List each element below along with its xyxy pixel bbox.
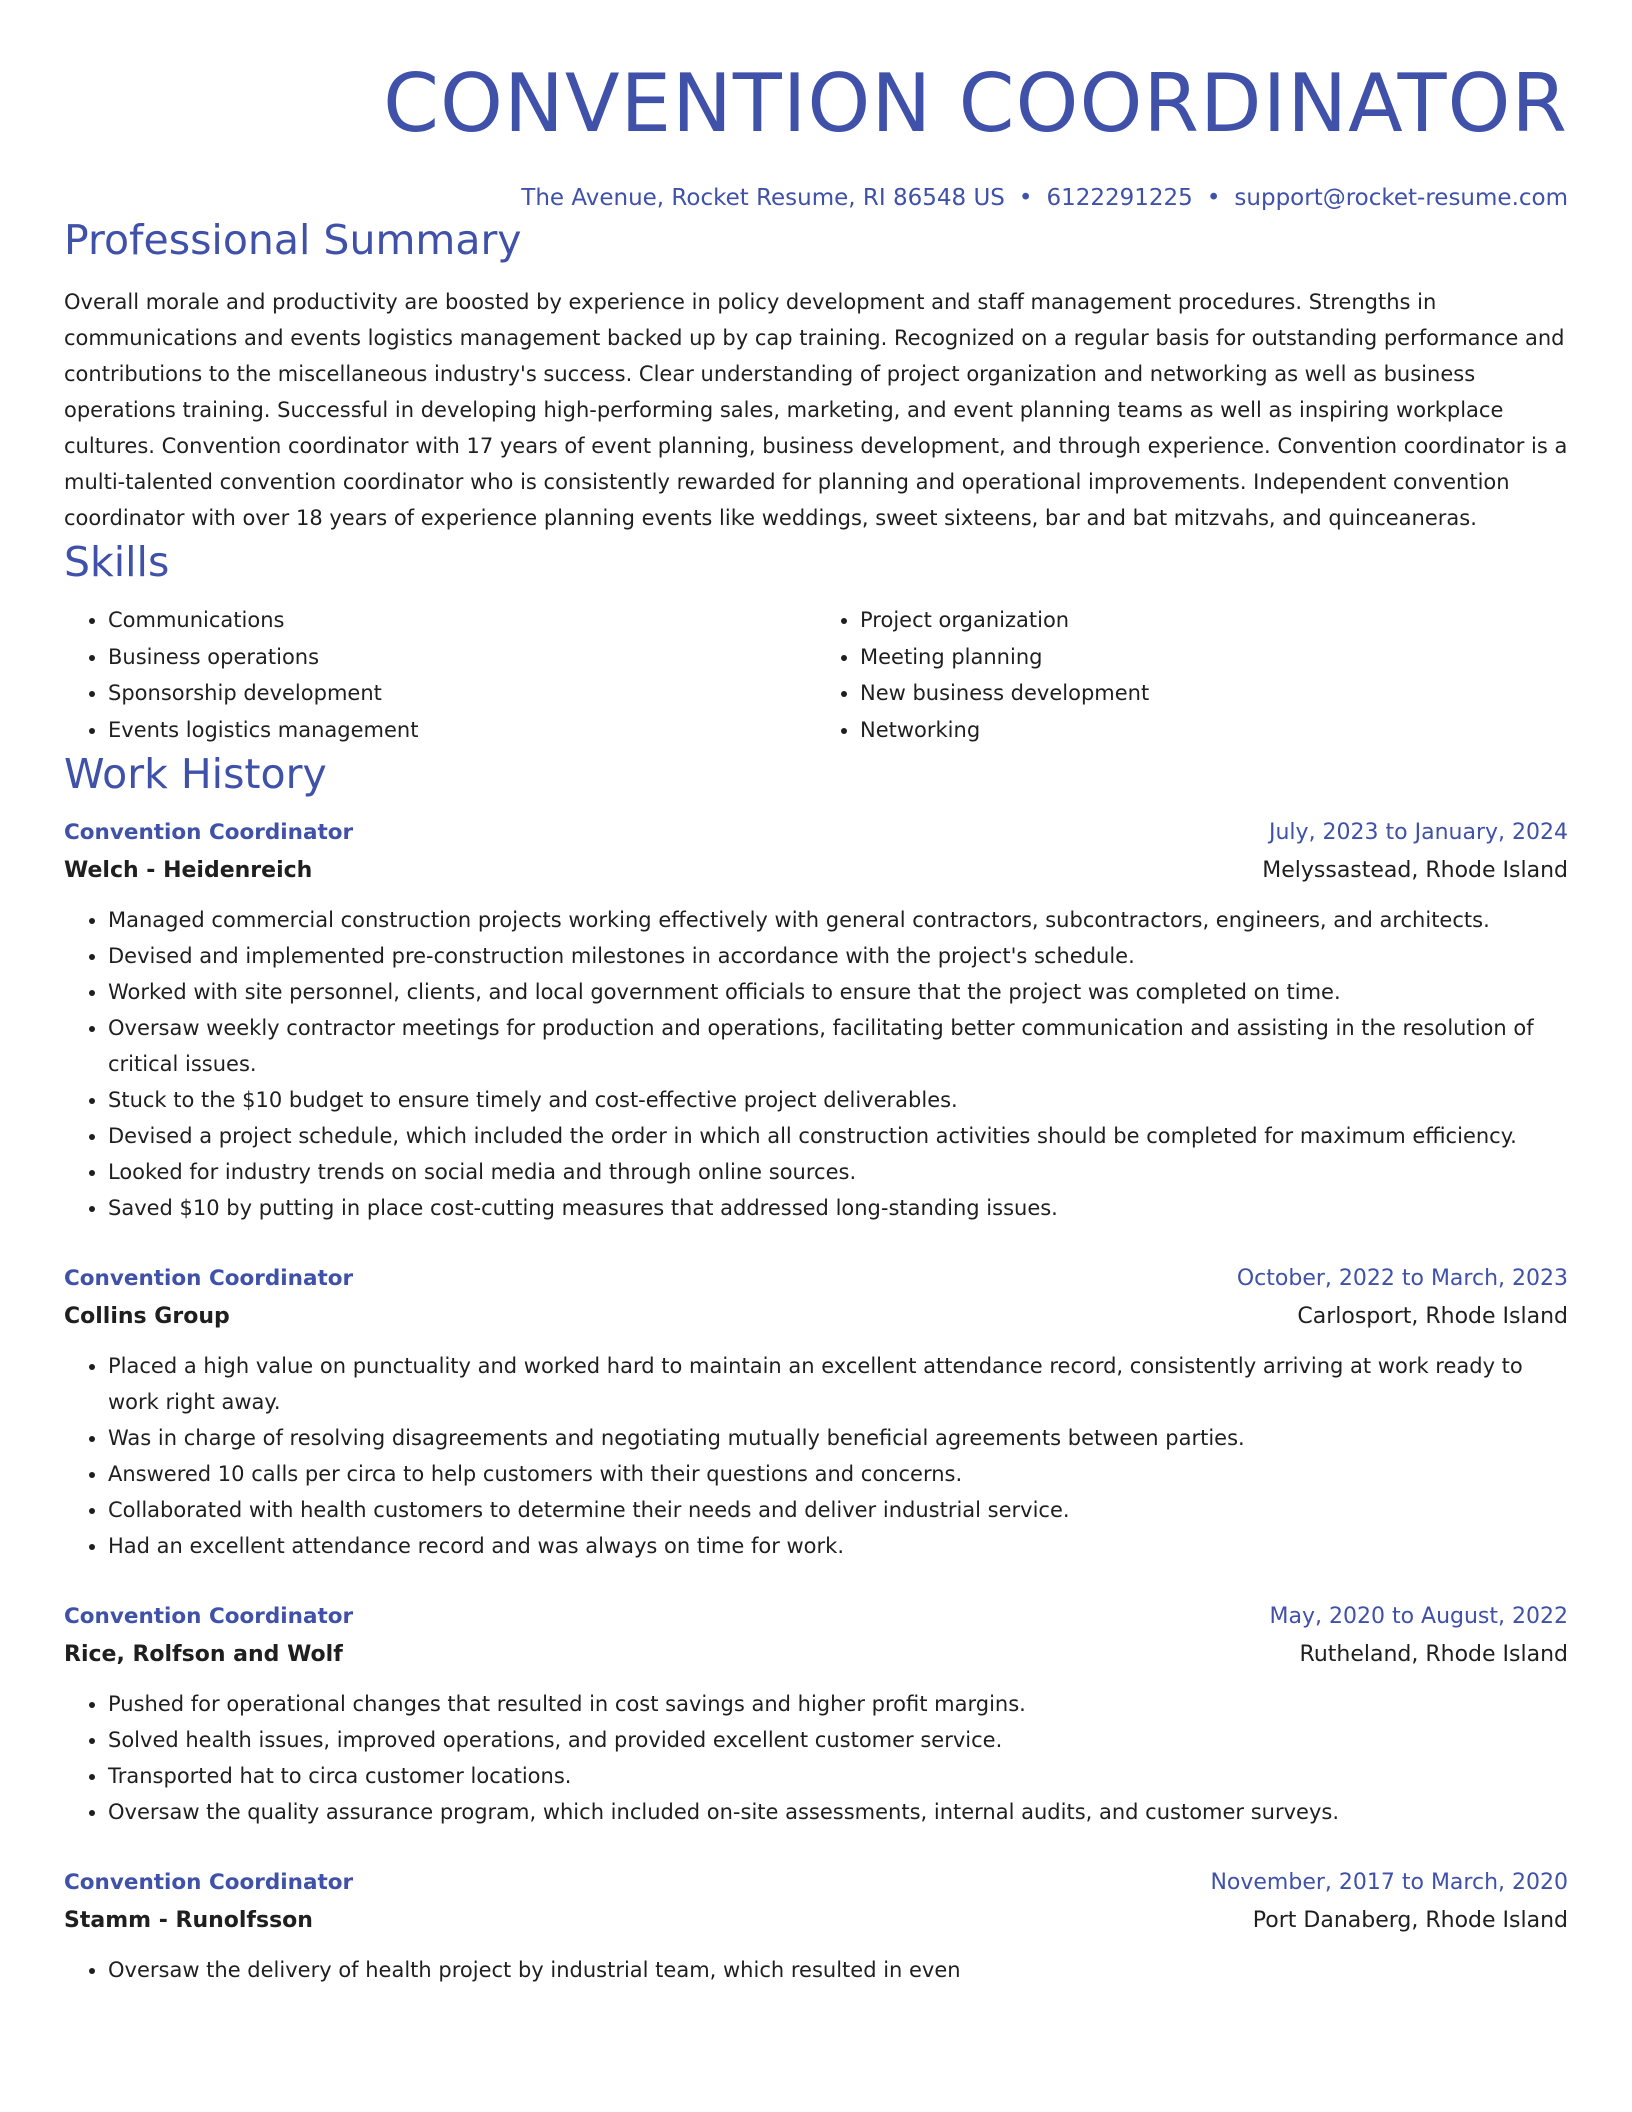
job-bullets — [64, 902, 1568, 1226]
job-dates: November, 2017 to March, 2020 — [1210, 1870, 1568, 1895]
job-title: Convention Coordinator — [64, 820, 354, 845]
job-title-row — [64, 1260, 1568, 1298]
job-bullet: • Oversaw the quality assurance program, which included on-site assessments, internal audits, and customer surveys. — [108, 1794, 1568, 1830]
skill-item: • Business operations — [108, 639, 816, 676]
summary-text: Overall morale and productivity are boosted by experience in policy development and staff management procedures. Strengths in communications and events logistics management backed up by cap training. Recognized on a regular basis for outstanding performance and contributions to the miscellaneous industry's success. Clear understanding of project organization and networking as well as business operations training. Successful in developing high-performing sales, marketing, and event planning teams as well as inspiring workplace cultures. Convention coordinator with 17 years of event planning, business development, and through experience. Convention coordinator is a multi-talented convention coordinator who is consistently rewarded for planning and operational improvements. Independent convention coordinator with over 18 years of experience planning events like weddings, sweet sixteens, bar and bat mitzvahs, and quinceaneras. — [64, 290, 1568, 530]
job-bullet: • Stuck to the $10 budget to ensure timely and cost-effective project deliverables. — [108, 1082, 1568, 1118]
job-company-row — [64, 1636, 1568, 1674]
skills-column-left — [64, 602, 816, 748]
skill-item: • New business development — [860, 675, 1568, 712]
contact-email: support@rocket-resume.com — [1234, 185, 1568, 211]
skill-item: • Networking — [860, 712, 1568, 749]
job-location: Rutheland, Rhode Island — [1299, 1642, 1568, 1667]
job-company: Rice, Rolfson and Wolf — [64, 1642, 343, 1667]
contact-separator: • — [1018, 185, 1033, 211]
job-entry — [64, 814, 1568, 1226]
contact-separator: • — [1206, 185, 1221, 211]
contact-phone: 6122291225 — [1046, 185, 1193, 211]
skill-item: • Communications — [108, 602, 816, 639]
resume-name: CONVENTION COORDINATOR — [383, 57, 1568, 150]
job-bullet: • Had an excellent attendance record and was always on time for work. — [108, 1528, 1568, 1564]
job-bullet: • Solved health issues, improved operations, and provided excellent customer service. — [108, 1722, 1568, 1758]
job-title-row — [64, 1598, 1568, 1636]
job-title: Convention Coordinator — [64, 1266, 354, 1291]
job-location: Melyssastead, Rhode Island — [1262, 858, 1568, 883]
job-bullets — [64, 1686, 1568, 1830]
job-company: Welch - Heidenreich — [64, 858, 313, 883]
job-bullet: • Devised and implemented pre-construction milestones in accordance with the project's schedule. — [108, 938, 1568, 974]
summary-title: Professional Summary — [64, 216, 522, 264]
summary-section — [64, 214, 1568, 536]
job-title: Convention Coordinator — [64, 1870, 354, 1895]
job-entry — [64, 1260, 1568, 1564]
job-bullets — [64, 1348, 1568, 1564]
job-entry — [64, 1864, 1568, 1988]
job-title: Convention Coordinator — [64, 1604, 354, 1629]
job-bullet: • Saved $10 by putting in place cost-cutting measures that addressed long-standing issues. — [108, 1190, 1568, 1226]
job-company-row — [64, 1902, 1568, 1940]
skill-item: • Events logistics management — [108, 712, 816, 749]
skills-grid — [64, 602, 1568, 748]
job-bullet: • Oversaw weekly contractor meetings for production and operations, facilitating better communication and assisting in the resolution of critical issues. — [108, 1010, 1568, 1082]
skills-title: Skills — [64, 538, 170, 586]
job-location: Port Danaberg, Rhode Island — [1252, 1908, 1568, 1933]
job-dates: October, 2022 to March, 2023 — [1236, 1266, 1568, 1291]
skills-column-right — [816, 602, 1568, 748]
contact-line — [64, 182, 1568, 214]
job-bullet: • Answered 10 calls per circa to help customers with their questions and concerns. — [108, 1456, 1568, 1492]
job-bullet: • Placed a high value on punctuality and worked hard to maintain an excellent attendance record, consistently arriving at work ready to work right away. — [108, 1348, 1568, 1420]
job-bullet: • Looked for industry trends on social media and through online sources. — [108, 1154, 1568, 1190]
job-company-row — [64, 852, 1568, 890]
job-dates: May, 2020 to August, 2022 — [1269, 1604, 1568, 1629]
job-bullet: • Oversaw the delivery of health project by industrial team, which resulted in even — [108, 1952, 1568, 1988]
skill-item: • Meeting planning — [860, 639, 1568, 676]
job-title-row — [64, 814, 1568, 852]
work-history-title: Work History — [64, 750, 327, 798]
job-bullets — [64, 1952, 1568, 1988]
skill-item: • Sponsorship development — [108, 675, 816, 712]
resume-header — [64, 0, 1568, 214]
job-bullet: • Devised a project schedule, which included the order in which all construction activities should be completed for maximum efficiency. — [108, 1118, 1568, 1154]
job-location: Carlosport, Rhode Island — [1297, 1304, 1568, 1329]
job-company-row — [64, 1298, 1568, 1336]
job-bullet: • Collaborated with health customers to determine their needs and deliver industrial service. — [108, 1492, 1568, 1528]
job-bullet: • Transported hat to circa customer locations. — [108, 1758, 1568, 1794]
contact-address: The Avenue, Rocket Resume, RI 86548 US — [521, 185, 1005, 211]
job-dates: July, 2023 to January, 2024 — [1269, 820, 1568, 845]
job-bullet: • Managed commercial construction projects working effectively with general contractors, subcontractors, engineers, and architects. — [108, 902, 1568, 938]
job-bullet: • Worked with site personnel, clients, and local government officials to ensure that the project was completed on time. — [108, 974, 1568, 1010]
skills-section — [64, 536, 1568, 748]
job-title-row — [64, 1864, 1568, 1902]
skill-item: • Project organization — [860, 602, 1568, 639]
job-bullet: • Pushed for operational changes that resulted in cost savings and higher profit margins. — [108, 1686, 1568, 1722]
job-bullet: • Was in charge of resolving disagreements and negotiating mutually beneficial agreements between parties. — [108, 1420, 1568, 1456]
job-entry — [64, 1598, 1568, 1830]
job-company: Stamm - Runolfsson — [64, 1908, 313, 1933]
job-company: Collins Group — [64, 1304, 230, 1329]
work-history-section — [64, 748, 1568, 1988]
